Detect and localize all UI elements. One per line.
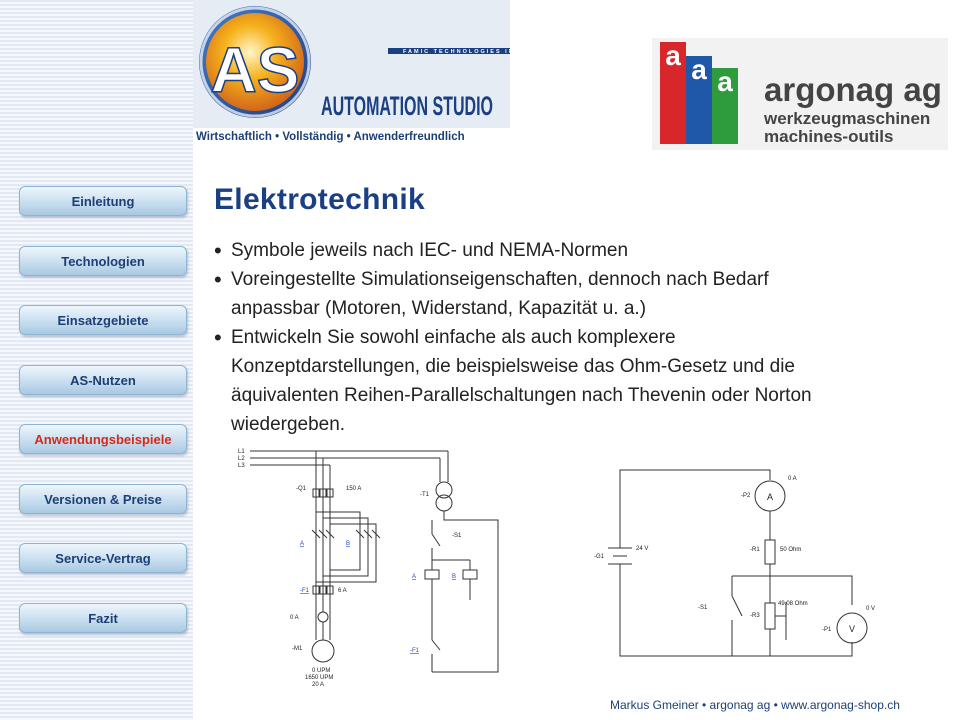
nav-anwendungsbeispiele[interactable]: Anwendungsbeispiele — [19, 424, 187, 454]
label-l1: L1 — [238, 449, 245, 455]
label-contact-a: A — [300, 541, 305, 547]
label-ammeter-value: 0 A — [290, 615, 299, 621]
nav-einleitung[interactable]: Einleitung — [19, 186, 187, 216]
label-resistor1-value: 50 Ohm — [780, 547, 802, 553]
label-motor-info-2: 1650 UPM — [305, 675, 334, 681]
nav-fazit[interactable]: Fazit — [19, 603, 187, 633]
label-breaker-rating: 150 A — [346, 486, 362, 492]
label-l2: L2 — [238, 456, 245, 462]
as-logo-company: FAMIC TECHNOLOGIES INC. — [403, 49, 525, 55]
argonag-line2: machines-outils — [764, 127, 894, 146]
label-contact-b: B — [346, 541, 351, 547]
label-coil-a: A — [412, 574, 417, 580]
label-coil-b: B — [452, 574, 457, 580]
nav-service-vertrag[interactable]: Service-Vertrag — [19, 543, 187, 573]
nav-as-nutzen[interactable]: AS-Nutzen — [19, 365, 187, 395]
as-logo-letters: AS — [210, 34, 300, 106]
label-fuse-contact: -F1 — [410, 648, 419, 654]
bullet-item: • Entwickeln Sie sowohl einfache als auch komplexere Konzeptdarstellungen, die beispielsweise das Ohm-Gesetz und die äquivalenten Reihen-Parallelschaltungen nach Thevenin oder Norton wiedergeben. — [214, 323, 854, 439]
label-motor-info-1: 0 UPM — [312, 668, 331, 674]
label-motor-info-3: 20 A — [312, 682, 325, 688]
label-breaker: -Q1 — [296, 486, 307, 492]
voltmeter-symbol: V — [848, 624, 856, 634]
label-motor: -M1 — [292, 646, 303, 652]
nav-versionen-preise[interactable]: Versionen & Preise — [19, 484, 187, 514]
label-fuse-rating: 6 A — [338, 588, 347, 594]
label-resistor3: -R3 — [750, 613, 760, 619]
ammeter-symbol: A — [766, 492, 774, 502]
motor-circuit-diagram — [250, 451, 498, 672]
argonag-name: argonag ag — [764, 71, 942, 108]
label-resistor1: -R1 — [750, 547, 760, 553]
motor-circuit-labels — [238, 449, 462, 688]
nav-technologien[interactable]: Technologien — [19, 246, 187, 276]
label-switch: -S1 — [452, 533, 462, 539]
bullet-item: • Symbole jeweils nach IEC- und NEMA-Normen — [214, 236, 854, 265]
label-ammeter-value: 0 A — [788, 476, 797, 482]
label-voltmeter-value: 0 V — [866, 606, 876, 612]
label-switch: -S1 — [698, 605, 708, 611]
as-logo-brand: AUTOMATION STUDIO — [321, 91, 493, 121]
label-ammeter: -P2 — [741, 493, 751, 499]
page-title: Elektrotechnik — [214, 183, 425, 216]
argonag-line1: werkzeugmaschinen — [764, 109, 931, 128]
argonag-letter-1: a — [665, 40, 681, 71]
argonag-letter-3: a — [717, 66, 733, 97]
ohm-circuit-labels — [594, 476, 875, 634]
label-resistor3-value: 49.08 Ohm — [778, 601, 808, 607]
label-source-voltage: 24 V — [636, 546, 649, 552]
label-voltmeter: -P1 — [822, 627, 832, 633]
label-l3: L3 — [238, 463, 245, 469]
footer-text: Markus Gmeiner • argonag ag • www.argonag-shop.ch — [610, 698, 900, 712]
bullet-item: • Voreingestellte Simulationseigenschaften, dennoch nach Bedarf anpassbar (Motoren, Widerstand, Kapazität u. a.) — [214, 265, 854, 323]
label-fuse: -F1 — [300, 588, 309, 594]
tagline: Wirtschaftlich • Vollständig • Anwenderfreundlich — [196, 131, 465, 143]
nav-einsatzgebiete[interactable]: Einsatzgebiete — [19, 305, 187, 335]
argonag-letter-2: a — [691, 54, 707, 85]
label-source: -G1 — [594, 554, 605, 560]
label-transformer: -T1 — [420, 492, 429, 498]
